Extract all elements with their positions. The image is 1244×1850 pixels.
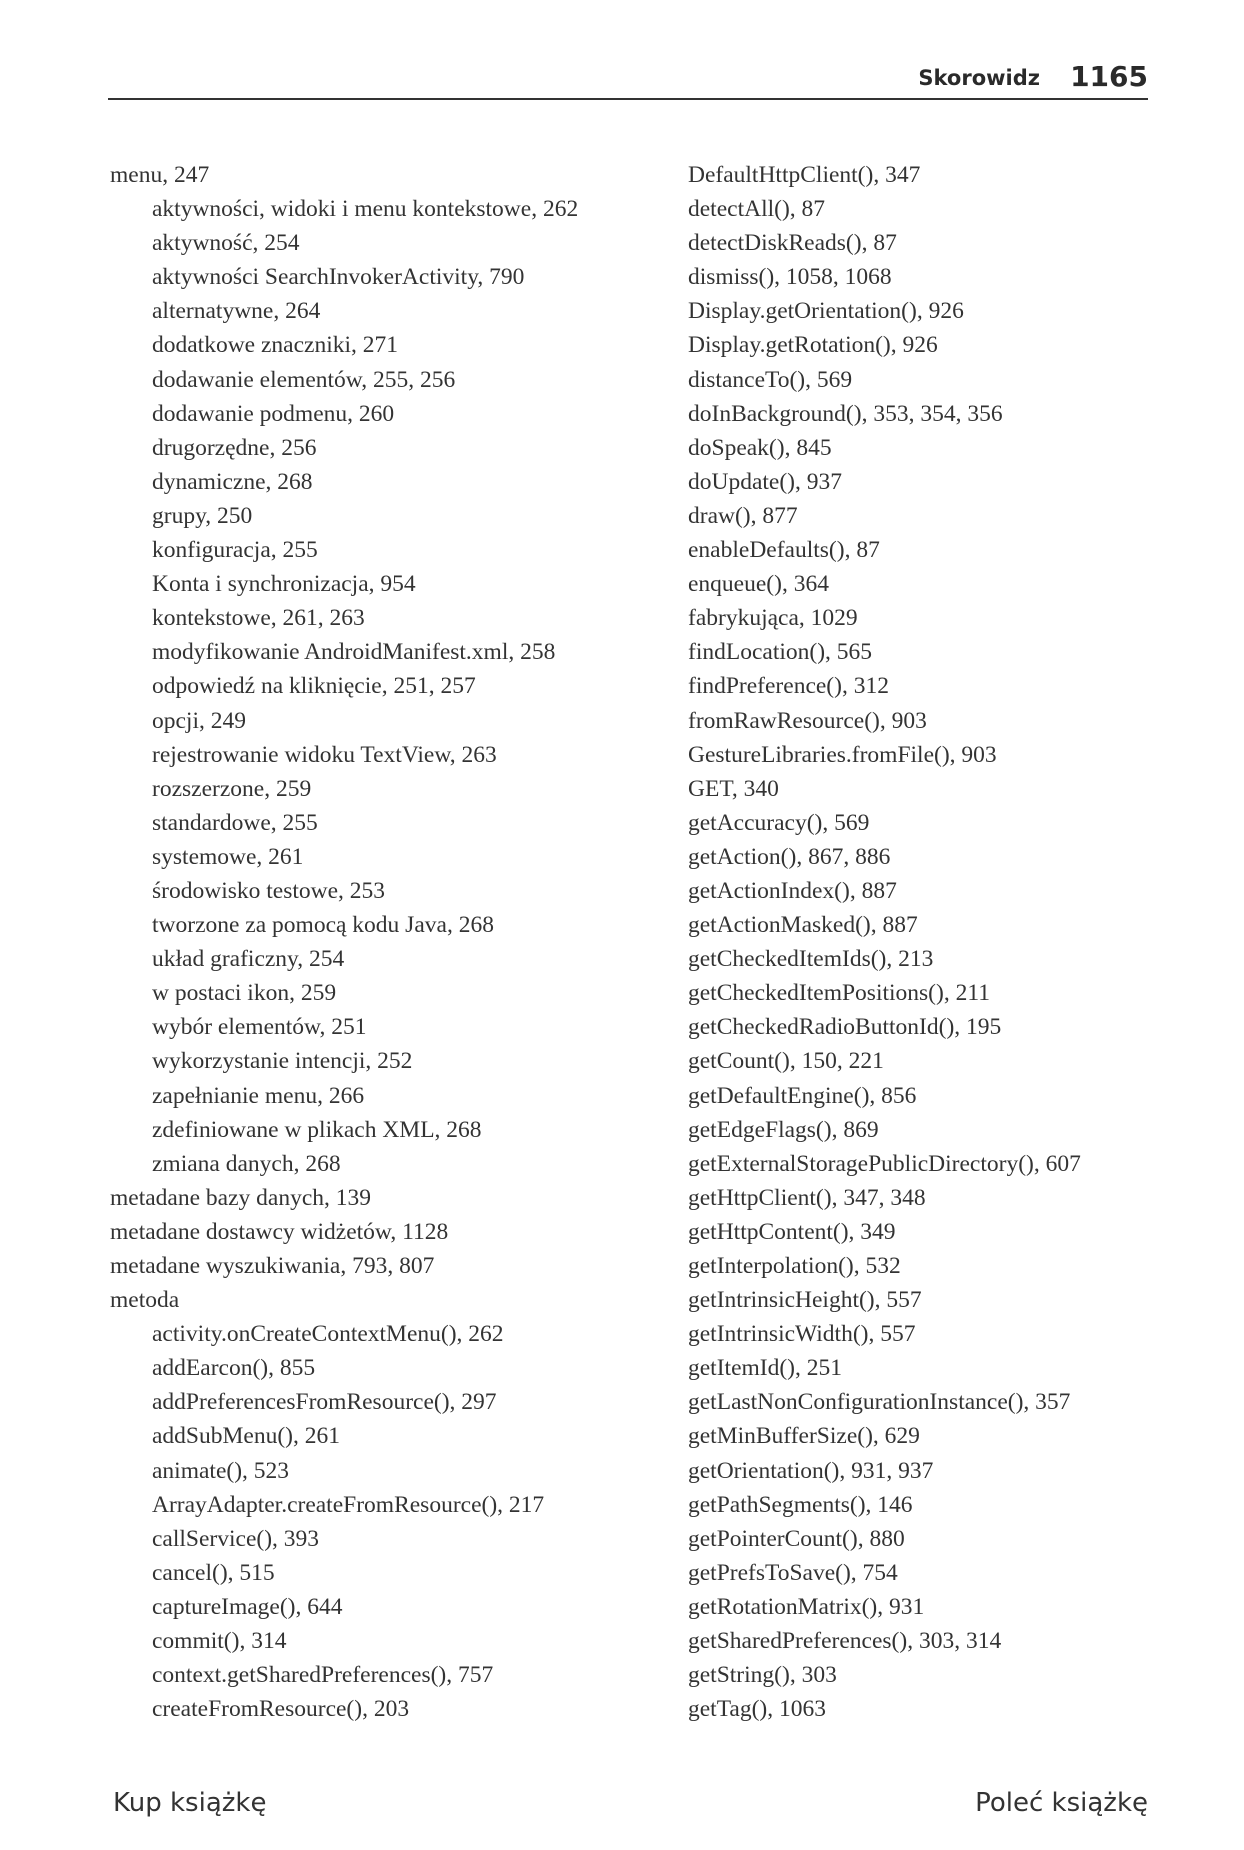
index-subentry: animate(), 523 (152, 1457, 290, 1484)
index-subentry: createFromResource(), 203 (152, 1696, 410, 1723)
index-subentry: context.getSharedPreferences(), 757 (152, 1662, 494, 1689)
index-subentry: modyfikowanie AndroidManifest.xml, 258 (152, 639, 556, 666)
index-column-left (110, 158, 670, 1726)
index-entry: getAccuracy(), 569 (688, 809, 870, 836)
index-entry: getEdgeFlags(), 869 (688, 1116, 879, 1143)
index-subentry: callService(), 393 (152, 1525, 320, 1552)
index-entry: detectAll(), 87 (688, 196, 826, 223)
index-subentry: opcji, 249 (152, 707, 246, 734)
index-entry: getRotationMatrix(), 931 (688, 1593, 925, 1620)
index-subentry: ArrayAdapter.createFromResource(), 217 (152, 1491, 545, 1518)
index-entry: getSharedPreferences(), 303, 314 (688, 1628, 1002, 1655)
header-title: Skorowidz (918, 66, 1040, 90)
index-entry: dismiss(), 1058, 1068 (688, 264, 892, 291)
index-entry: enableDefaults(), 87 (688, 537, 880, 564)
index-entry: fabrykująca, 1029 (688, 605, 858, 632)
index-subentry: activity.onCreateContextMenu(), 262 (152, 1321, 504, 1348)
index-entry: doInBackground(), 353, 354, 356 (688, 400, 1003, 427)
index-subentry: środowisko testowe, 253 (152, 877, 386, 904)
index-subentry: alternatywne, 264 (152, 298, 321, 325)
index-entry: getPathSegments(), 146 (688, 1491, 913, 1518)
page-number: 1165 (1070, 60, 1148, 93)
index-subentry: tworzone za pomocą kodu Java, 268 (152, 912, 494, 939)
running-header (108, 60, 1148, 100)
index-subentry: commit(), 314 (152, 1628, 287, 1655)
index-subentry: captureImage(), 644 (152, 1593, 343, 1620)
index-column-right (688, 158, 1208, 1726)
index-entry: getActionMasked(), 887 (688, 912, 918, 939)
index-subentry: rozszerzone, 259 (152, 775, 312, 802)
index-entry: doUpdate(), 937 (688, 468, 843, 495)
index-entry: getCheckedItemPositions(), 211 (688, 980, 990, 1007)
index-entry: getCheckedRadioButtonId(), 195 (688, 1014, 1002, 1041)
index-subentry: dynamiczne, 268 (152, 468, 313, 495)
index-subentry: zdefiniowane w plikach XML, 268 (152, 1116, 482, 1143)
index-entry: getExternalStoragePublicDirectory(), 607 (688, 1150, 1081, 1177)
index-subentry: wykorzystanie intencji, 252 (152, 1048, 413, 1075)
index-subentry: addPreferencesFromResource(), 297 (152, 1389, 497, 1416)
index-entry: getHttpClient(), 347, 348 (688, 1184, 926, 1211)
index-entry: getHttpContent(), 349 (688, 1218, 896, 1245)
index-subentry: kontekstowe, 261, 263 (152, 605, 365, 632)
index-entry: getInterpolation(), 532 (688, 1253, 901, 1279)
index-subentry: dodawanie elementów, 255, 256 (152, 366, 456, 393)
index-subentry: w postaci ikon, 259 (152, 980, 337, 1007)
index-subentry: wybór elementów, 251 (152, 1014, 367, 1041)
index-subentry: odpowiedź na kliknięcie, 251, 257 (152, 673, 476, 700)
index-entry: getMinBufferSize(), 629 (688, 1423, 920, 1450)
index-entry: getLastNonConfigurationInstance(), 357 (688, 1389, 1071, 1416)
index-subentry: aktywności, widoki i menu kontekstowe, 262 (152, 196, 579, 223)
index-entry: fromRawResource(), 903 (688, 707, 927, 734)
index-entry: getDefaultEngine(), 856 (688, 1082, 917, 1109)
index-subentry: drugorzędne, 256 (152, 434, 317, 461)
index-entry: enqueue(), 364 (688, 571, 829, 598)
index-subentry: cancel(), 515 (152, 1559, 275, 1586)
index-entry: Display.getRotation(), 926 (688, 332, 938, 359)
index-entry: getIntrinsicWidth(), 557 (688, 1321, 916, 1348)
index-entry: getCount(), 150, 221 (688, 1048, 884, 1075)
index-entry: getActionIndex(), 887 (688, 877, 897, 904)
index-entry: detectDiskReads(), 87 (688, 230, 897, 257)
index-entry: getPrefsToSave(), 754 (688, 1559, 898, 1586)
index-subentry: Konta i synchronizacja, 954 (152, 571, 416, 598)
index-entry: doSpeak(), 845 (688, 434, 832, 461)
index-subentry: grupy, 250 (152, 502, 253, 529)
index-entry: getOrientation(), 931, 937 (688, 1457, 934, 1484)
index-entry: GestureLibraries.fromFile(), 903 (688, 741, 997, 768)
index-entry: draw(), 877 (688, 502, 798, 529)
index-entry: findLocation(), 565 (688, 639, 873, 666)
index-entry: getIntrinsicHeight(), 557 (688, 1287, 922, 1314)
index-subentry: standardowe, 255 (152, 809, 318, 836)
index-entry: getItemId(), 251 (688, 1355, 843, 1382)
index-entry: metadane dostawcy widżetów, 1128 (110, 1218, 449, 1245)
recommend-book-link[interactable]: Poleć książkę (975, 1788, 1148, 1818)
index-subentry: układ graficzny, 254 (152, 946, 345, 973)
buy-book-link[interactable]: Kup książkę (113, 1788, 267, 1818)
index-entry: metoda (110, 1287, 180, 1314)
index-entry: getString(), 303 (688, 1662, 837, 1689)
index-entry: distanceTo(), 569 (688, 366, 853, 393)
index-subentry: rejestrowanie widoku TextView, 263 (152, 741, 497, 768)
index-entry: DefaultHttpClient(), 347 (688, 162, 921, 188)
index-entry: getTag(), 1063 (688, 1696, 827, 1723)
index-entry: getAction(), 867, 886 (688, 843, 891, 870)
index-entry: metadane bazy danych, 139 (110, 1184, 372, 1211)
index-subentry: konfiguracja, 255 (152, 537, 318, 564)
index-entry: getPointerCount(), 880 (688, 1525, 905, 1552)
index-subentry: aktywności SearchInvokerActivity, 790 (152, 264, 525, 291)
index-subentry: systemowe, 261 (152, 843, 304, 870)
index-entry: getCheckedItemIds(), 213 (688, 946, 934, 973)
index-entry: menu, 247 (110, 162, 210, 188)
index-subentry: dodawanie podmenu, 260 (152, 400, 395, 427)
index-subentry: addSubMenu(), 261 (152, 1423, 340, 1450)
index-entry: GET, 340 (688, 775, 779, 802)
index-entry: metadane wyszukiwania, 793, 807 (110, 1253, 435, 1279)
index-entry: findPreference(), 312 (688, 673, 889, 700)
index-subentry: zapełnianie menu, 266 (152, 1082, 365, 1109)
index-subentry: addEarcon(), 855 (152, 1355, 316, 1382)
index-entry: Display.getOrientation(), 926 (688, 298, 964, 325)
index-subentry: zmiana danych, 268 (152, 1150, 341, 1177)
index-subentry: aktywność, 254 (152, 230, 300, 257)
index-subentry: dodatkowe znaczniki, 271 (152, 332, 399, 359)
